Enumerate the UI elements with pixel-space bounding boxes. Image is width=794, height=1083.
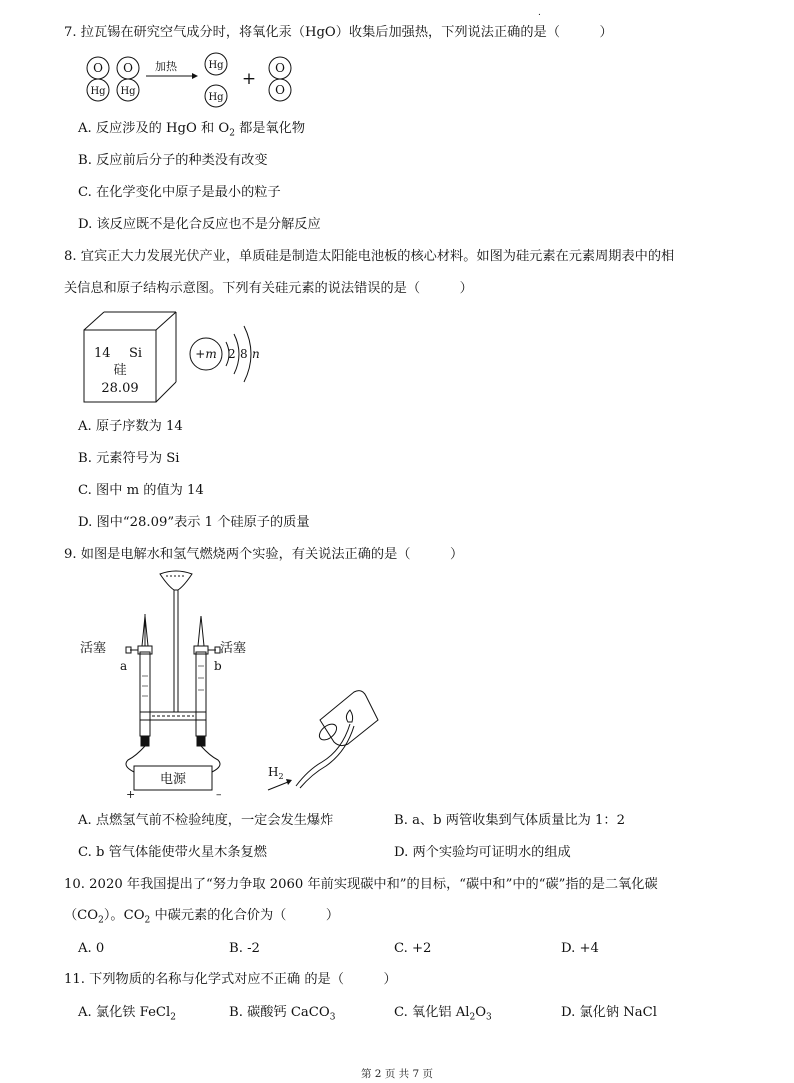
q9-power-plus: +	[126, 788, 136, 801]
q9-stem: 9. 如图是电解水和氢气燃烧两个实验，有关说法正确的是（ ）	[64, 547, 464, 562]
q8-option-b: B. 元素符号为 Si	[78, 451, 180, 466]
q11-option-c: C. 氧化铝 $Al_2O_3$	[394, 1005, 492, 1023]
q7-hg-1: Hg	[90, 86, 106, 97]
q11-option-d: D. 氯化钠 NaCl	[561, 1005, 657, 1020]
q8-atomic-number: 14	[94, 346, 111, 361]
q9-tube-a-label: a	[120, 659, 128, 673]
q11-option-b: B. 碳酸钙 CaCO$_3$	[229, 1005, 336, 1023]
q7-hg-2: Hg	[120, 86, 136, 97]
q7-o-3: O	[275, 61, 285, 75]
q8-atom-structure	[188, 316, 278, 396]
q7-o-4: O	[275, 83, 285, 97]
q8-option-d: D. 图中“28.09”表示 1 个硅原子的质量	[78, 515, 310, 530]
q8-option-a: A. 原子序数为 14	[78, 419, 183, 434]
q8-stem-line2: 关信息和原子结构示意图。下列有关硅元素的说法错误的是（ ）	[64, 281, 473, 296]
q8-element-cell	[82, 310, 182, 404]
q9-power-label: 电源	[159, 772, 187, 787]
q8-option-c: C. 图中 m 的值为 14	[78, 483, 204, 498]
q7-stem: 7. 拉瓦锡在研究空气成分时，将氧化汞（HgO）收集后加强热，下列说法正确的是（ ）	[64, 25, 613, 40]
q9-option-a: A. 点燃氢气前不检验纯度，一定会发生爆炸	[78, 813, 334, 828]
q8-nucleus-label: +m	[195, 347, 217, 361]
q11-option-a: A. 氯化铁 FeCl$_2$	[78, 1005, 176, 1023]
q7-arrow	[146, 73, 198, 79]
q9-option-d: D. 两个实验均可证明水的组成	[394, 845, 571, 860]
q9-tube-b-label: b	[214, 659, 222, 673]
q7-option-d: D. 该反应既不是化合反应也不是分解反应	[78, 217, 321, 232]
q7-option-b: B. 反应前后分子的种类没有改变	[78, 153, 268, 168]
q7-option-a: A. 反应涉及的 HgO 和 $O_2$ 都是氧化物	[78, 121, 306, 139]
q7-arrow-label: 加热	[155, 60, 177, 73]
q7-reaction-diagram	[80, 50, 320, 112]
q8-stem-line1: 8. 宜宾正大力发展光伏产业，单质硅是制造太阳能电池板的核心材料。如图为硅元素在元素周期表中的相	[64, 249, 675, 264]
q9-hydrogen-burning	[262, 680, 392, 796]
q8-shell-2: 8	[240, 347, 248, 361]
q9-valve-left-label: 活塞	[80, 641, 107, 656]
q8-element-name: 硅	[113, 363, 127, 378]
q10-option-a: A. 0	[78, 941, 105, 956]
q8-atomic-mass: 28.09	[101, 381, 139, 396]
q7-o-1: O	[93, 61, 103, 75]
q7-hg-3: Hg	[208, 60, 224, 71]
q9-valve-right-label: 活塞	[220, 641, 247, 656]
q9-option-c: C. b 管气体能使带火星木条复燃	[78, 845, 267, 860]
q7-hg-4: Hg	[208, 92, 224, 103]
q10-option-c: C. +2	[394, 941, 432, 956]
q9-option-b: B. a、b 两管收集到气体质量比为 1：2	[394, 813, 625, 828]
q10-option-b: B. -2	[229, 941, 260, 956]
q10-option-d: D. +4	[561, 941, 599, 956]
q9-electrolysis-apparatus	[78, 566, 248, 802]
q7-option-c: C. 在化学变化中原子是最小的粒子	[78, 185, 281, 200]
q10-stem-line1: 10. 2020 年我国提出了“努力争取 2060 年前实现碳中和”的目标，“碳中和”中的“碳”指的是二氧化碳	[64, 877, 658, 892]
header-dot: .	[538, 8, 541, 18]
q9-h2-label: $H_2$	[268, 765, 284, 781]
q11-stem: 11. 下列物质的名称与化学式对应不正确 的是（ ）	[64, 972, 397, 987]
q10-stem-line2: $(CO_2)$。$CO_2$ 中碳元素的化合价为（ ）	[64, 908, 340, 926]
page-footer: 第 2 页 共 7 页	[360, 1068, 434, 1080]
q8-shell-3: n	[252, 347, 260, 361]
q9-power-minus: –	[216, 788, 222, 801]
q7-o-2: O	[123, 61, 133, 75]
q8-shell-1: 2	[228, 347, 236, 361]
q8-element-symbol: Si	[129, 346, 143, 361]
q7-plus: +	[241, 69, 257, 89]
